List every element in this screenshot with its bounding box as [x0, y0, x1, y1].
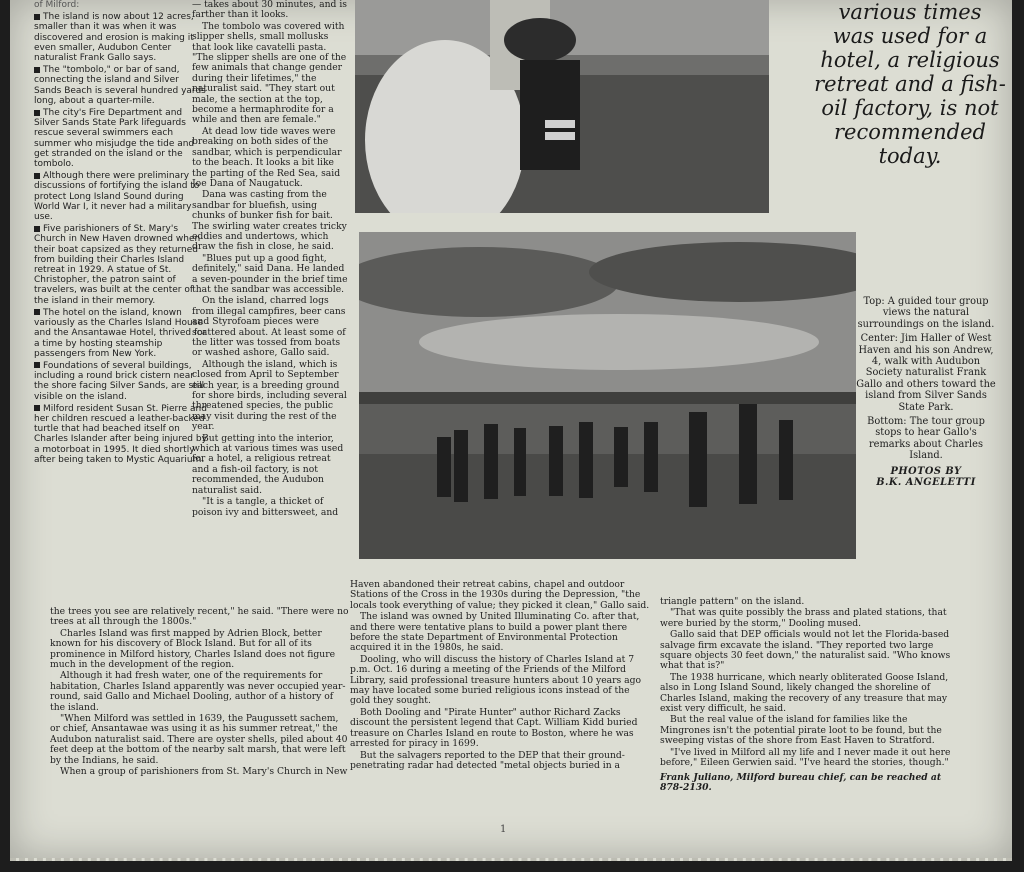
bullet-icon — [34, 309, 40, 315]
photo-credit: PHOTOS BY B.K. ANGELETTI — [876, 465, 976, 489]
bullet-icon — [34, 110, 40, 116]
body-paragraph: When a group of parishioners from St. Mary's Church in New — [60, 766, 348, 778]
body-paragraph: "It is a tangle, a thicket of poison ivy and bittersweet, and — [192, 496, 339, 518]
body-paragraph: the trees you see are relatively recent," he said. "There were no trees at all through the 1800s." — [50, 606, 349, 628]
caption-center: Center: Jim Haller of West Haven and his son Andrew, 4, walk with Audubon Society naturalist Frank Gallo and others toward the island from Silver Sands State Park. — [856, 333, 996, 413]
body-paragraph: But getting into the interior, which at various times was used for a hotel, a religious retreat and a fish-oil factory, is not recommended, the Audubon naturalist said. — [192, 432, 344, 496]
body-paragraph: The island was owned by United Illuminating Co. after that, and there were tentative plans to build a power plant there before the state Department of Environmental Protection acquired it in the 1980s, he said. — [350, 611, 640, 654]
body-paragraph: Gallo said that DEP officials would not let the Florida-based salvage firm excavate the island. "They reported two large square objects 30 feet down," the naturalist said. "Who knows what that is?" — [660, 629, 951, 672]
body-paragraph: Dana was casting from the sandbar for bluefish, using chunks of bunker fish for bait. The swirling water creates tricky eddies and undertows, which draw the fish in close, he said. — [192, 189, 347, 253]
body-paragraph: At dead low tide waves were breaking on both sides of the sandbar, which is perpendicular to the beach. It looks a bit like the parting of the Red Sea, said Joe Dana of Naugatuck. — [192, 125, 342, 189]
fact-item: Milford resident Susan St. Pierre and her children rescued a leather-backed turtle that had beached itself on Charles Islander after being injured by a motorboat in 1995. It died shortly after being taken to Mystic Aquarium. — [34, 403, 207, 465]
newspaper-clipping — [10, 0, 1012, 861]
body-paragraph: — takes about 30 minutes, and is farther than it looks. — [192, 0, 347, 21]
body-paragraph: "I've lived in Milford all my life and I never made it out here before," Eileen Gerwien said. "I've heard the stories, though." — [660, 746, 951, 769]
photo-father-and-son — [355, 0, 769, 213]
body-paragraph: Although the island, which is closed from April to September each year, is a breeding ground for shore birds, including several threatened species, the public may visit during the rest of the year. — [192, 358, 347, 433]
fact-item: The island is now about 12 acres, smaller than it was when it was discovered and erosion is making it even smaller, Audubon Center naturalist Frank Gallo says. — [34, 12, 194, 64]
fact-item: The "tombolo," or bar of sand, connecting the island and Silver Sands Beach is several hundred yards long, about a quarter-mile. — [34, 65, 206, 106]
body-paragraph: Although it had fresh water, one of the requirements for habitation, Charles Island apparently was never occupied year-round, said Gallo and Michael Dooling, author of a history of the island. — [50, 670, 346, 713]
body-paragraph: Dooling, who will discuss the history of Charles Island at 7 p.m. Oct. 16 during a meeting of the Friends of the Milford Library, said professional treasure hunters about 10 years ago may have located some buried religious icons instead of the gold they sought. — [350, 653, 642, 707]
article-column-bottom-3 — [660, 597, 960, 794]
body-paragraph: Charles Island was first mapped by Adrien Block, better known for his discovery of Block Island. But for all of its prominence in Milford history, Charles Island does not figure much in the development of the region. — [50, 627, 336, 671]
bullet-icon — [34, 362, 40, 368]
body-paragraph: The tombolo was covered with slipper shells, small mollusks that look like cavatelli pasta. "The slipper shells are one of the few animals that change gender during their lifetimes," the naturalist said. "They start out male, the section at the top, become a hermaphrodite for a while and then are female." — [192, 20, 347, 126]
bullet-icon — [34, 14, 40, 20]
bullet-icon — [34, 67, 40, 73]
body-paragraph: But the real value of the island for families like the Mingrones isn't the potential pirate loot to be found, but the sweeping vistas of the shore from East Haven to Stratford. — [660, 714, 942, 747]
bullet-icon — [34, 405, 40, 411]
page-folio: 1 — [500, 824, 507, 835]
article-column-middle — [192, 0, 350, 519]
caption-bottom: Bottom: The tour group stops to hear Gallo's remarks about Charles Island. — [867, 416, 985, 462]
body-paragraph: "When Milford was settled in 1639, the Paugussett sachem, or chief, Ansantawae was using it as his summer retreat," the Audubon naturalist said. There are oyster shells, piled about 40 feet deep at the bottom of the nearby salt marsh, that were left by the Indians, he said. — [50, 713, 348, 766]
body-paragraph: triangle pattern" on the island. — [660, 596, 805, 607]
fact-item: The city's Fire Department and Silver Sands State Park lifeguards rescue several swimmers each summer who misjudge the tide and get stranded on the island or the tombolo. — [34, 108, 195, 170]
article-column-bottom-1 — [50, 607, 350, 779]
body-paragraph: On the island, charred logs from illegal campfires, beer cans and Styrofoam pieces were scattered about. At least some of the litter was tossed from boats or washed ashore, Gallo said. — [192, 295, 346, 359]
body-paragraph: But the salvagers reported to the DEP that their ground-penetrating radar had detected "metal objects buried in a — [350, 749, 625, 771]
facts-column — [34, 0, 209, 467]
body-paragraph: The 1938 hurricane, which nearly obliterated Goose Island, also in Long Island Sound, likely changed the shoreline of Charles Island, making the recovery of any treasure that may exist very difficult, he said. — [660, 671, 949, 715]
top-cut-line: of Milford: — [34, 0, 80, 10]
body-paragraph: "Blues put up a good fight, definitely," said Dana. He landed a seven-pounder in the brief time that the sandbar was accessible. — [192, 252, 348, 295]
body-paragraph: Haven abandoned their retreat cabins, chapel and outdoor Stations of the Cross in the 1930s during the Depression, "the locals took everything of value; they picked it clean," Gallo said. — [350, 579, 650, 611]
bullet-icon — [34, 173, 40, 179]
fact-item: Five parishioners of St. Mary's Church in New Haven drowned when their boat capsized as they returned from building their Charles Island retreat in 1929. A statue of St. Christopher, the patron saint of travelers, was built at the center of the island in their memory. — [34, 224, 201, 306]
article-column-bottom-2 — [350, 580, 650, 772]
photo-tour-group — [359, 232, 856, 559]
bullet-icon — [34, 226, 40, 232]
pull-quote: various times was used for a hotel, a religious retreat and a fish- oil factory, is not recommended today. — [814, 0, 1006, 168]
author-signoff: Frank Juliano, Milford bureau chief, can be reached at 878-2130. — [660, 771, 942, 793]
fact-item: Foundations of several buildings, including a round brick cistern near the shore facing Silver Sands, are still visible on the island. — [34, 360, 205, 402]
body-paragraph: "That was quite possibly the brass and plated stations, that were buried by the storm," Dooling mused. — [660, 607, 947, 629]
fact-item: The hotel on the island, known variously as the Charles Island House and the Ansantawae Hotel, thrived for a time by hosting steamship passengers from New York. — [34, 307, 207, 359]
caption-top: Top: A guided tour group views the natural surroundings on the island. — [857, 296, 995, 330]
fact-item: Although there were preliminary discussions of fortifying the island to protect Long Island Sound during World War I, it never had a military use. — [34, 171, 200, 223]
photo-caption — [856, 296, 996, 489]
body-paragraph: Both Dooling and "Pirate Hunter" author Richard Zacks discount the persistent legend that Capt. William Kidd buried treasure on Charles Island en route to Boston, where he was arrested for piracy in 1699. — [350, 706, 638, 750]
